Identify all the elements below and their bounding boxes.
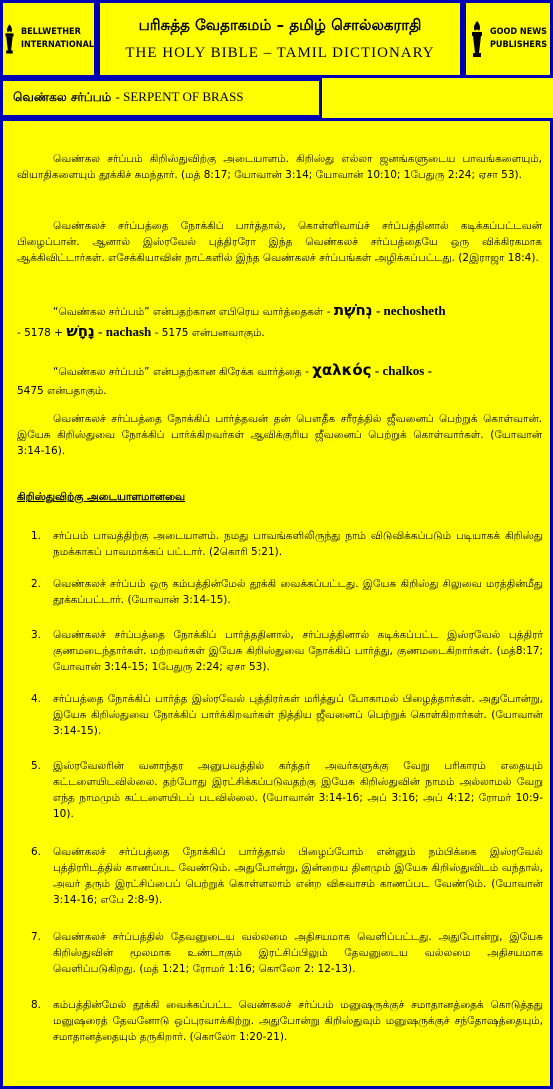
bellwether-logo	[0, 0, 97, 78]
list-text: இஸ்ரவேலரின் வனாந்தர அனுபவத்தில் கர்த்தர் அவர்களுக்கு வேறு பரிகாரம் எதையும் கட்டளையிடவில்லை. தற்போது இரட்சிக்கப்படுவதற்கு இயேசு கிறிஸ்துவின் நாமம் அல்லாமல் வேறு எந்த நாமமும் கட்டளையிடப் படவில்லை. (யோவான் 3:14-16; அப் 3:16; அப் 4:12; ரோமர் 10:9-10).	[53, 760, 543, 820]
list-item	[31, 627, 543, 675]
hebrew-intro: “வெண்கல சர்ப்பம்” என்பதற்கான எபிரெய வார்த்தைகள் -	[53, 306, 331, 318]
good-news-logo	[463, 0, 553, 78]
hebrew-outro: என்பனவாகும்.	[191, 327, 265, 339]
paragraph-3	[17, 301, 542, 343]
entry-content	[0, 118, 553, 1089]
list-item	[31, 691, 543, 739]
hebrew-word-1: נְחֹשֶׁת	[333, 301, 373, 319]
list-text: வெண்கலச் சர்ப்பத்தை நோக்கிப் பார்த்தால் பிழைப்போம் என்னும் நம்பிக்கை இஸ்ரவேல் புத்திரரிடத்தில் காணப்பட வேண்டும். அதுபோன்று, இன்றைய தினமும் இயேசு கிறிஸ்துவிடம் வந்தால், அவர் தரும் இரட்சிப்பைப் பெற்றுக் கொள்ளலாம் என்ற விசுவாசம் காணப்பட வேண்டும். (யோவான் 3:14-16; எபே 2:8-9).	[53, 846, 543, 906]
list-text: வெண்கலச் சர்ப்பம் ஒரு கம்பத்தின்மேல் தூக்கி வைக்கப்பட்டது. இயேசு கிறிஸ்து சிலுவை மரத்தின்மீது தூக்கப்பட்டார். (யோவான் 3:14-15).	[53, 578, 543, 606]
transliteration-2: - nachash	[98, 324, 152, 339]
logo-right-line2: PUBLISHERS	[489, 40, 548, 50]
list-item	[31, 758, 543, 822]
greek-intro: “வெண்கல சர்ப்பம்” என்பதற்கான கிரேக்க வார்த்தை -	[53, 366, 309, 378]
paragraph-4	[17, 361, 542, 401]
header-title-tamil: பரிசுத்த வேதாகமம் – தமிழ் சொல்லகராதி	[138, 16, 422, 34]
list-number: 4.	[31, 693, 42, 705]
greek-word: χαλκός	[312, 361, 372, 379]
strongs-number-2: - 5175	[154, 327, 189, 339]
transliteration-1: - nechosheth	[375, 303, 446, 318]
list-text: வெண்கலச் சர்ப்பத்தை நோக்கிப் பார்த்ததினால், சர்ப்பத்தினால் கடிக்கப்பட்ட இஸ்ரவேல் புத்திரர் குணமடைந்தார்கள். மற்றவர்கள் இயேசு கிறிஸ்துவை நோக்கிப் பார்த்து, குணமடைகிறார்கள். (மத்8:17; யோவான் 3:14-15; 1பேதுரு 2:24; ஏசா 53).	[53, 629, 543, 673]
list-text: கம்பத்தின்மேல் தூக்கி வைக்கப்பட்ட வெண்கலச் சர்ப்பம் மனுஷருக்குச் சமாதானத்தைக் கொடுத்தது மனுஷரைத் தேவனோடு ஒப்புரவாக்கிற்று. அதுபோன்று கிறிஸ்துவும் மனுஷருக்குச் சந்தோஷத்தையும், சமாதானத்தையும் தருகிறார். (கொலோ 1:20-21).	[53, 999, 543, 1043]
greek-outro: என்பதாகும்.	[47, 385, 107, 397]
greek-transliteration: - chalkos -	[374, 363, 432, 378]
header-title-english: THE HOLY BIBLE – TAMIL DICTIONARY	[125, 45, 435, 61]
list-item	[31, 528, 543, 560]
logo-left-line1: BELLWETHER	[20, 27, 81, 37]
paragraph-2	[17, 218, 542, 266]
strongs-number-1: - 5178 +	[17, 327, 63, 339]
list-number: 1.	[31, 530, 42, 542]
paragraph-5	[17, 411, 542, 459]
torch-icon	[3, 19, 16, 59]
list-item	[31, 576, 543, 608]
list-number: 5.	[31, 760, 42, 772]
page-header	[97, 0, 463, 78]
list-item	[31, 844, 543, 908]
list-text: வெண்கலச் சர்ப்பத்தில் தேவனுடைய வல்லமை அதிசயமாக வெளிப்பட்டது. அதுபோன்று, இயேசு கிறிஸ்துவின் மூலமாக உண்டாகும் இரட்சிப்பிலும் தேவனுடைய வல்லமை அதிசயமாக வெளிப்படுகிறது. (மத் 1:21; ரோமர் 1:16; கொலோ 2: 12-13).	[53, 931, 543, 975]
entry-word-english: - SERPENT OF BRASS	[115, 89, 244, 104]
list-item	[31, 929, 543, 977]
list-number: 3.	[31, 629, 42, 641]
list-number: 8.	[31, 999, 42, 1011]
list-text: சர்ப்பத்தை நோக்கிப் பார்த்த இஸ்ரவேல் புத்திரர்கள் மரித்துப் போகாமல் பிழைத்தார்கள். அதுபோன்று, இயேசு கிறிஸ்துவை நோக்கிப் பார்க்கிறவர்கள் நித்திய ஜீவனைப் பெற்றுக் கொள்கிறார்கள். (யோவான் 3:14-15).	[53, 693, 543, 737]
paragraph-1	[17, 151, 542, 183]
hebrew-word-2: נָחָשׁ	[66, 322, 95, 340]
list-number: 6.	[31, 846, 42, 858]
list-number: 7.	[31, 931, 42, 943]
greek-strongs-number: 5475	[17, 385, 44, 397]
torch-icon	[469, 19, 485, 59]
entry-title	[0, 78, 322, 118]
paragraph-1-text: வெண்கல சர்ப்பம் கிறிஸ்துவிற்கு அடையாளம். கிறிஸ்து எல்லா ஜனங்களுடைய பாவங்களையும், வியாதிகளையும் தூக்கிச் சுமந்தார். (மத் 8:17; யோவான் 3:14; யோவான் 10:10; 1பேதுரு 2:24; ஏசா 53).	[17, 153, 542, 181]
logo-left-line2: INTERNATIONAL	[20, 40, 94, 50]
paragraph-5-text: வெண்கலச் சர்ப்பத்தை நோக்கிப் பார்த்தவன் தன் பௌதீக சரீரத்தில் ஜீவனைப் பெற்றுக் கொள்வான். இயேசு கிறிஸ்துவை நோக்கிப் பார்க்கிறவர்கள் ஆவிக்குரிய ஜீவனைப் பெற்றுக் கொள்வார்கள். (யோவான் 3:14-16).	[17, 413, 542, 457]
section-heading: கிறிஸ்துவிற்கு அடையாளமானவை	[17, 491, 186, 503]
entry-word-tamil: வெண்கல சர்ப்பம்	[13, 90, 112, 104]
list-number: 2.	[31, 578, 42, 590]
list-item	[31, 997, 543, 1045]
paragraph-2-text: வெண்கலச் சர்ப்பத்தை நோக்கிப் பார்த்தால், கொள்ளிவாய்ச் சர்ப்பத்தினால் கடிக்கப்பட்டவன் பிழைப்பான். ஆனால் இஸ்ரவேல் புத்திரரோ இந்த வெண்கலச் சர்ப்பத்தையே ஒரு விக்கிரகமாக ஆக்கிவிட்டார்கள். எசேக்கியாவின் நாட்களில் இந்த வெண்கலச் சர்ப்பங்கள் அழிக்கப்பட்டது. (2இராஜா 18:4).	[17, 220, 542, 264]
list-text: சர்ப்பம் பாவத்திற்கு அடையாளம். நமது பாவங்களிலிருந்து நாம் விடுவிக்கப்படும் படியாகக் கிறிஸ்து நமக்காகப் பாவமாக்கப் பட்டார். (2கொரி 5:21).	[53, 530, 543, 558]
logo-right-line1: GOOD NEWS	[489, 27, 547, 37]
